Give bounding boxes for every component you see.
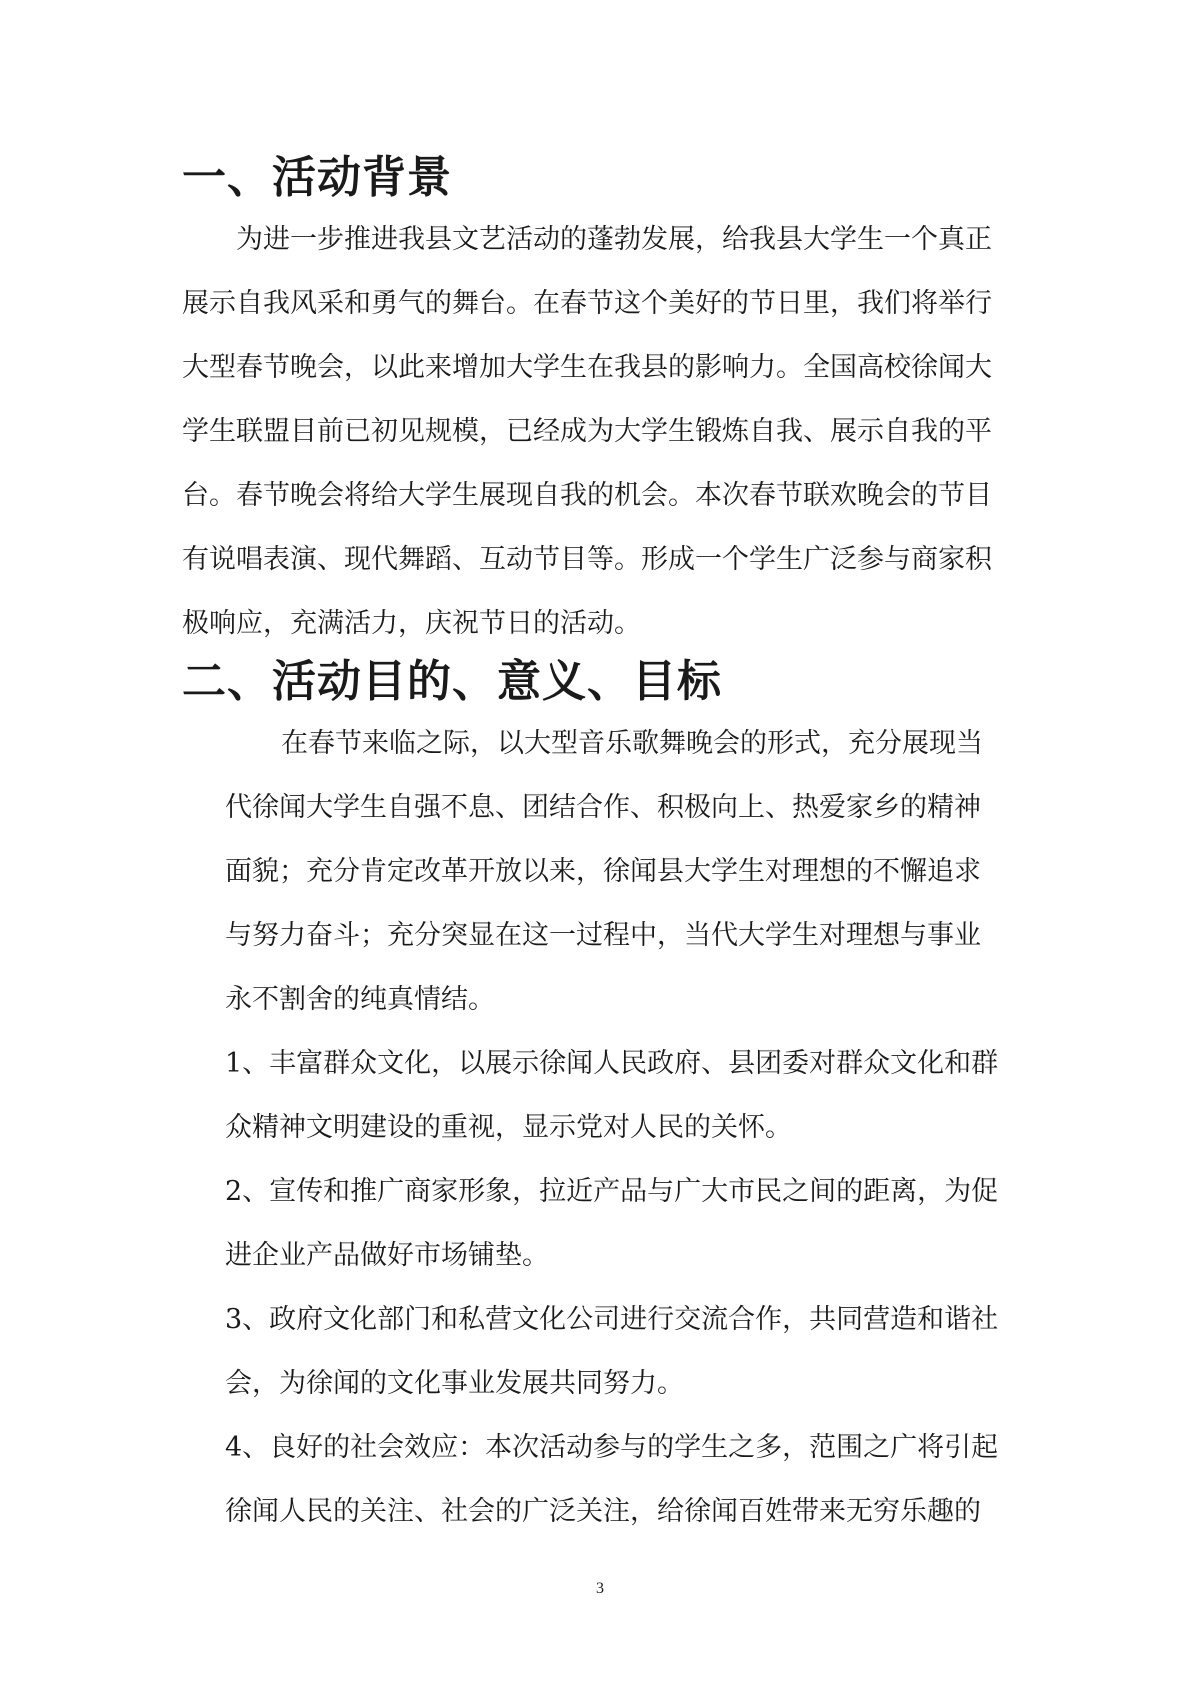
goal-item-3: [225, 1288, 1025, 1416]
page-number: 3: [596, 1580, 604, 1597]
paragraph-line: 大型春节晚会，以此来增加大学生在我县的影响力。全国高校徐闻大: [182, 352, 992, 383]
paragraph-line: 永不割舍的纯真情结。: [225, 984, 495, 1015]
paragraph-line: 展示自我风采和勇气的舞台。在春节这个美好的节日里，我们将举行: [182, 288, 992, 319]
paragraph-line: 为进一步推进我县文艺活动的蓬勃发展，给我县大学生一个真正: [236, 224, 992, 255]
paragraph-line: 在春节来临之际，以大型音乐歌舞晚会的形式，充分展现当: [281, 728, 983, 759]
goal-item-2: [225, 1160, 1025, 1288]
paragraph-line: 与努力奋斗；充分突显在这一过程中，当代大学生对理想与事业: [225, 920, 981, 951]
list-item-line: 会，为徐闻的文化事业发展共同努力。: [225, 1368, 684, 1399]
paragraph-line: 极响应，充满活力，庆祝节日的活动。: [182, 608, 641, 639]
list-item-line: 4、良好的社会效应：本次活动参与的学生之多，范围之广将引起: [225, 1432, 999, 1463]
list-item-line: 众精神文明建设的重视，显示党对人民的关怀。: [225, 1112, 792, 1143]
paragraph-line: 代徐闻大学生自强不息、团结合作、积极向上、热爱家乡的精神: [225, 792, 981, 823]
goal-list: [225, 1032, 1025, 1544]
paragraph-line: 有说唱表演、现代舞蹈、互动节目等。形成一个学生广泛参与商家积: [182, 544, 992, 575]
list-item-line: 1、丰富群众文化，以展示徐闻人民政府、县团委对群众文化和群: [225, 1048, 999, 1079]
list-item-line: 徐闻人民的关注、社会的广泛关注，给徐闻百姓带来无穷乐趣的: [225, 1496, 981, 1527]
section-1-paragraph: [182, 208, 1022, 656]
paragraph-line: 面貌；充分肯定改革开放以来，徐闻县大学生对理想的不懈追求: [225, 856, 981, 887]
section-2-intro-paragraph: [225, 712, 1025, 1032]
list-item-line: 进企业产品做好市场铺垫。: [225, 1240, 549, 1271]
section-2-heading: 二、活动目的、意义、目标: [182, 656, 722, 707]
goal-item-1: [225, 1032, 1025, 1160]
list-item-line: 3、政府文化部门和私营文化公司进行交流合作，共同营造和谐社: [225, 1304, 999, 1335]
section-1-heading: 一、活动背景: [182, 152, 452, 203]
list-item-line: 2、宣传和推广商家形象，拉近产品与广大市民之间的距离，为促: [225, 1176, 999, 1207]
goal-item-4: [225, 1416, 1025, 1544]
paragraph-line: 学生联盟目前已初见规模，已经成为大学生锻炼自我、展示自我的平: [182, 416, 992, 447]
paragraph-line: 台。春节晚会将给大学生展现自我的机会。本次春节联欢晚会的节目: [182, 480, 992, 511]
